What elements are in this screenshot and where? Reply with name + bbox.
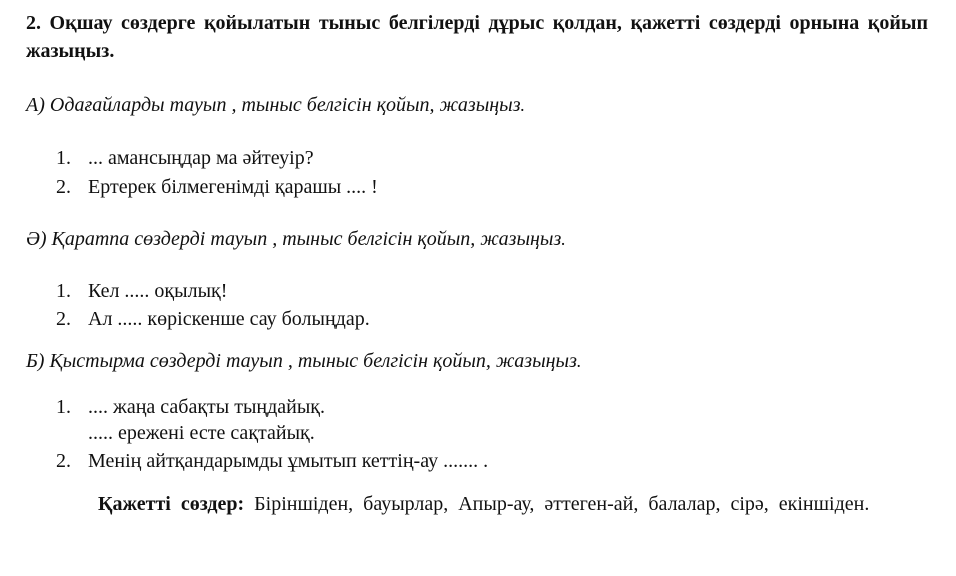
needed-words [88,490,896,518]
list-item: 2. Ал ..... көріскенше сау болыңдар. [56,308,370,330]
list-item: 2. Менің айтқандарымды ұмытып кеттің-ау ....... . [56,450,489,472]
needed-words-list: Біріншіден, бауырлар, Апыр-ау, әттеген-ай, балалар, сірә, екіншіден. [244,493,870,515]
list-item: 1. .... жаңа сабақты тыңдайық. [56,396,326,418]
list-item: ..... ережені есте сақтайық. [88,422,315,444]
needed-words-label: Қажетті сөздер: [98,493,245,515]
list-item: 1. Кел ..... оқылық! [56,280,228,302]
list-item: 2. Ертерек білмегенімді қарашы .... ! [56,176,378,198]
section-ae-heading: Ә) Қаратпа сөздерді тауып , тыныс белгісін қойып, жазыңыз. [26,228,566,250]
task-title: 2. Оқшау сөздерге қойылатын тыныс белгілерді дұрыс қолдан, қажетті сөздерді орнына қойып жазыңыз. [26,12,928,62]
list-item: 1. ... амансыңдар ма әйтеуір? [56,147,314,169]
section-a-heading: А) Одағайларды тауып , тыныс белгісін қойып, жазыңыз. [26,94,526,116]
section-b-heading: Б) Қыстырма сөздерді тауып , тыныс белгісін қойып, жазыңыз. [26,350,582,372]
